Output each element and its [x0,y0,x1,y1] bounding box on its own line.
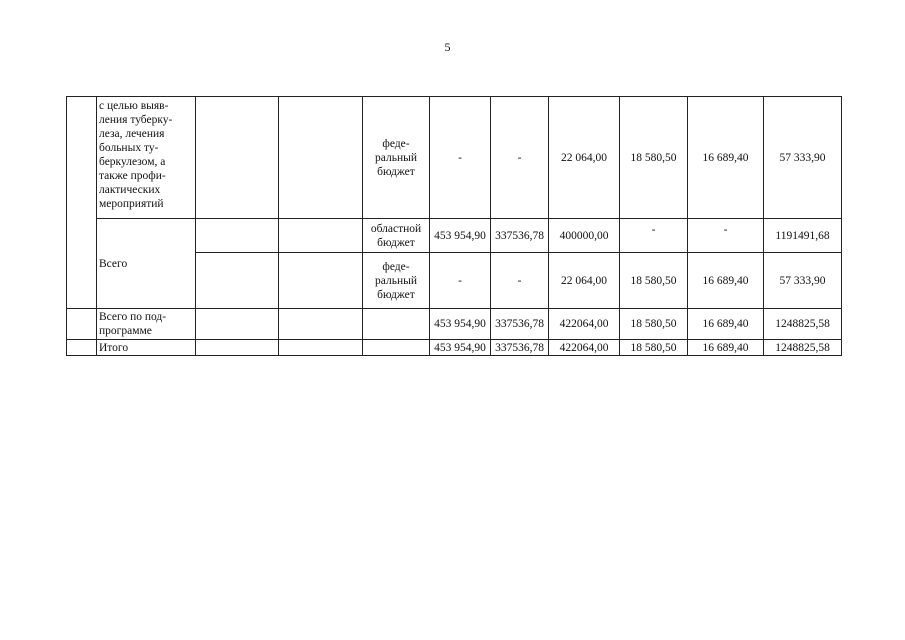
value-cell: 337536,78 [491,309,549,340]
value-cell: 22 064,00 [549,253,620,309]
period-cell [279,253,363,309]
value-cell: 16 689,40 [688,340,764,356]
value-cell: 453 954,90 [430,340,491,356]
value-cell: - [620,219,688,253]
value-cell: 337536,78 [491,219,549,253]
executor-cell [196,253,279,309]
value-cell: 1191491,68 [764,219,842,253]
number-cell [67,309,97,340]
value-cell: - [491,97,549,219]
value-cell: 1248825,58 [764,309,842,340]
value-cell: - [430,253,491,309]
value-cell: 16 689,40 [688,97,764,219]
executor-cell [196,309,279,340]
grand-total-label: Итого [97,340,196,356]
value-cell: 422064,00 [549,340,620,356]
value-cell: 400000,00 [549,219,620,253]
value-cell: 453 954,90 [430,309,491,340]
value-cell: 1248825,58 [764,340,842,356]
total-label: Всего [97,219,196,309]
value-cell: 453 954,90 [430,219,491,253]
funding-source-cell: феде-ральный бюджет [363,253,430,309]
period-cell [279,340,363,356]
value-cell: 22 064,00 [549,97,620,219]
value-cell: 16 689,40 [688,309,764,340]
executor-cell [196,97,279,219]
funding-source-cell: феде-ральный бюджет [363,97,430,219]
table-row [67,97,842,219]
funding-source-cell [363,340,430,356]
value-cell: 16 689,40 [688,253,764,309]
value-cell: 337536,78 [491,340,549,356]
period-cell [279,97,363,219]
value-cell: 18 580,50 [620,309,688,340]
number-cell [67,97,97,309]
funding-source-cell [363,309,430,340]
executor-cell [196,340,279,356]
number-cell [67,340,97,356]
table-row [67,309,842,340]
executor-cell [196,219,279,253]
page-number: 5 [444,40,451,54]
table-row [67,219,842,253]
value-cell: 18 580,50 [620,97,688,219]
value-cell: - [688,219,764,253]
table-row [67,340,842,356]
value-cell: 18 580,50 [620,340,688,356]
value-cell: 18 580,50 [620,253,688,309]
budget-table [66,96,842,356]
value-cell: - [491,253,549,309]
funding-source-cell: областной бюджет [363,219,430,253]
subprogram-total-label: Всего по под-программе [97,309,196,340]
period-cell [279,219,363,253]
value-cell: 57 333,90 [764,97,842,219]
value-cell: 57 333,90 [764,253,842,309]
value-cell: 422064,00 [549,309,620,340]
period-cell [279,309,363,340]
value-cell: - [430,97,491,219]
purpose-cell: с целью выяв-ления туберку-леза, лечения больных ту-беркулезом, а также профи-лактических мероприятий [97,97,196,219]
